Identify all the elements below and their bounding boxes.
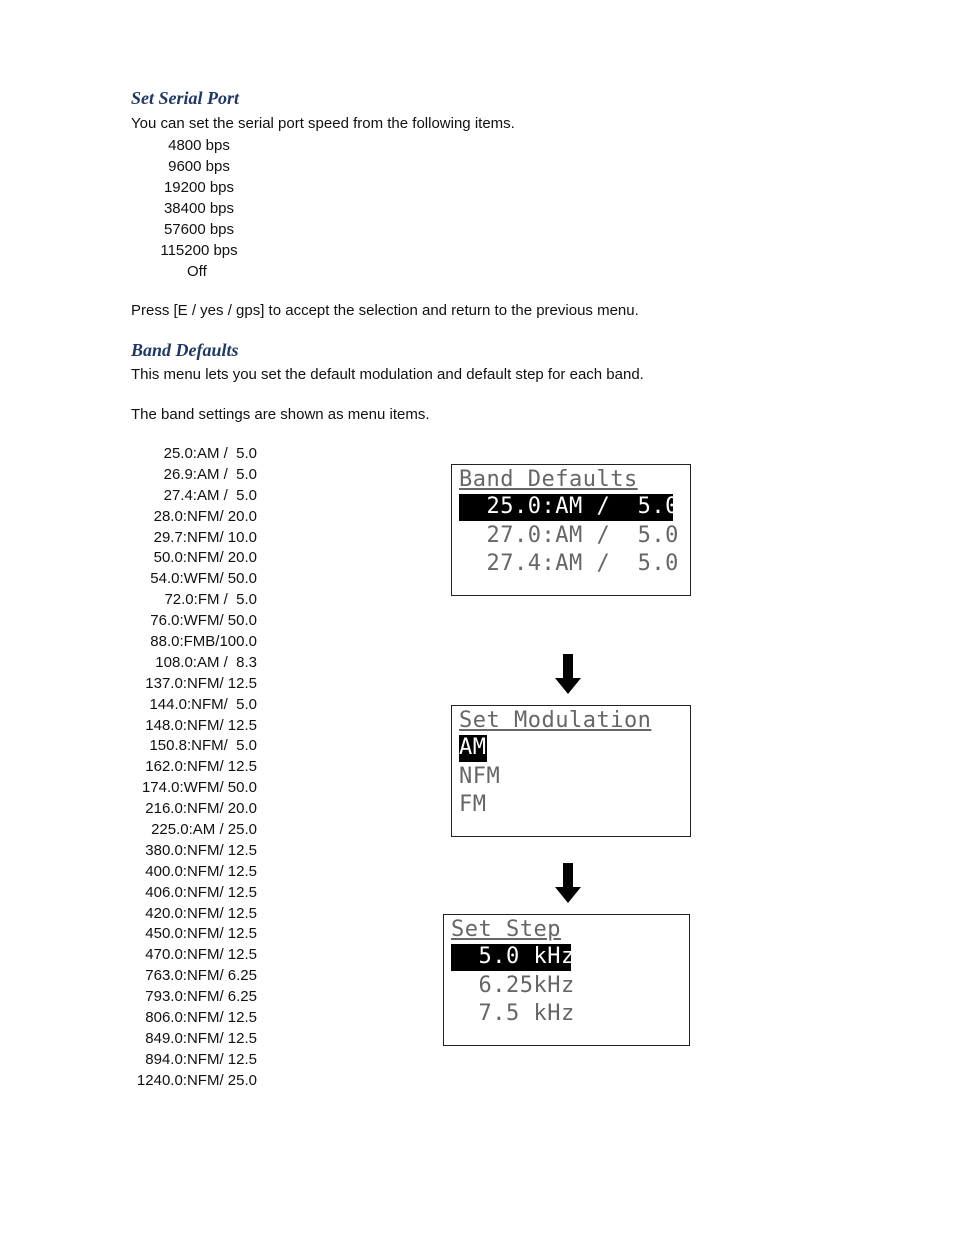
lcd-row: NFM bbox=[459, 764, 501, 789]
band-item: 162.0:NFM/ 12.5 bbox=[145, 758, 257, 776]
band-item: 137.0:NFM/ 12.5 bbox=[145, 674, 257, 692]
band-item: 380.0:NFM/ 12.5 bbox=[145, 841, 257, 859]
speed-item: Off bbox=[187, 263, 207, 280]
lcd-row: 6.25kHz bbox=[451, 973, 575, 998]
speed-item: 38400 bps bbox=[163, 200, 235, 217]
speed-item: 4800 bps bbox=[168, 137, 230, 154]
band-item: 849.0:NFM/ 12.5 bbox=[145, 1029, 257, 1047]
band-item: 148.0:NFM/ 12.5 bbox=[145, 716, 257, 734]
band-item: 806.0:NFM/ 12.5 bbox=[145, 1009, 257, 1027]
lcd-title: Set Step bbox=[451, 917, 561, 942]
band-defaults-intro: This menu lets you set the default modulation and default step for each band. bbox=[131, 366, 644, 383]
band-item: 50.0:NFM/ 20.0 bbox=[153, 549, 257, 567]
band-item: 28.0:NFM/ 20.0 bbox=[153, 507, 257, 525]
band-item: 420.0:NFM/ 12.5 bbox=[145, 904, 257, 922]
band-item: 450.0:NFM/ 12.5 bbox=[145, 925, 257, 943]
lcd-row-selected: 5.0 kHz bbox=[451, 944, 575, 969]
band-item: 400.0:NFM/ 12.5 bbox=[145, 862, 257, 880]
band-item: 108.0:AM / 8.3 bbox=[155, 653, 257, 671]
lcd-row: FM bbox=[459, 792, 487, 817]
band-item: 894.0:NFM/ 12.5 bbox=[145, 1050, 257, 1068]
lcd-band-defaults bbox=[451, 464, 691, 596]
down-arrow-icon bbox=[555, 654, 581, 694]
band-defaults-heading: Band Defaults bbox=[131, 340, 239, 360]
speed-item: 19200 bps bbox=[163, 179, 235, 196]
band-item: 225.0:AM / 25.0 bbox=[151, 821, 257, 839]
serial-port-press-note: Press [E / yes / gps] to accept the selection and return to the previous menu. bbox=[131, 302, 639, 319]
lcd-row-selected: AM bbox=[459, 735, 487, 760]
band-item: 216.0:NFM/ 20.0 bbox=[145, 800, 257, 818]
lcd-row: 27.0:AM / 5.0 bbox=[459, 523, 679, 548]
speed-item: 9600 bps bbox=[168, 158, 230, 175]
speed-item: 115200 bps bbox=[160, 242, 238, 259]
set-serial-port-heading: Set Serial Port bbox=[131, 88, 240, 108]
band-item: 470.0:NFM/ 12.5 bbox=[145, 946, 257, 964]
band-item: 174.0:WFM/ 50.0 bbox=[141, 779, 257, 797]
band-item: 76.0:WFM/ 50.0 bbox=[150, 612, 257, 630]
speed-item: 57600 bps bbox=[163, 221, 235, 238]
band-item: 1240.0:NFM/ 25.0 bbox=[136, 1071, 257, 1089]
serial-port-intro: You can set the serial port speed from the following items. bbox=[131, 115, 515, 132]
lcd-row: 7.5 kHz bbox=[451, 1001, 575, 1026]
band-item: 793.0:NFM/ 6.25 bbox=[145, 988, 257, 1006]
band-item: 144.0:NFM/ 5.0 bbox=[149, 695, 257, 713]
down-arrow-icon bbox=[555, 863, 581, 903]
band-item: 27.4:AM / 5.0 bbox=[163, 486, 257, 504]
lcd-title: Set Modulation bbox=[459, 708, 652, 733]
band-item: 406.0:NFM/ 12.5 bbox=[145, 883, 257, 901]
band-item: 72.0:FM / 5.0 bbox=[164, 591, 257, 609]
band-item: 88.0:FMB/100.0 bbox=[150, 633, 257, 651]
lcd-set-step bbox=[443, 914, 690, 1046]
band-list bbox=[131, 444, 257, 1092]
band-settings-note: The band settings are shown as menu items. bbox=[131, 406, 430, 423]
lcd-row: 27.4:AM / 5.0 bbox=[459, 551, 679, 576]
band-item: 26.9:AM / 5.0 bbox=[163, 465, 257, 483]
lcd-title: Band Defaults bbox=[459, 467, 638, 492]
band-item: 25.0:AM / 5.0 bbox=[163, 445, 257, 462]
band-item: 54.0:WFM/ 50.0 bbox=[150, 570, 257, 588]
lcd-row-selected: 25.0:AM / 5.0 bbox=[459, 494, 679, 519]
lcd-set-modulation bbox=[451, 705, 691, 837]
band-item: 29.7:NFM/ 10.0 bbox=[153, 528, 257, 546]
band-item: 763.0:NFM/ 6.25 bbox=[145, 967, 257, 985]
band-item: 150.8:NFM/ 5.0 bbox=[149, 737, 257, 755]
serial-speed-list bbox=[131, 135, 267, 282]
